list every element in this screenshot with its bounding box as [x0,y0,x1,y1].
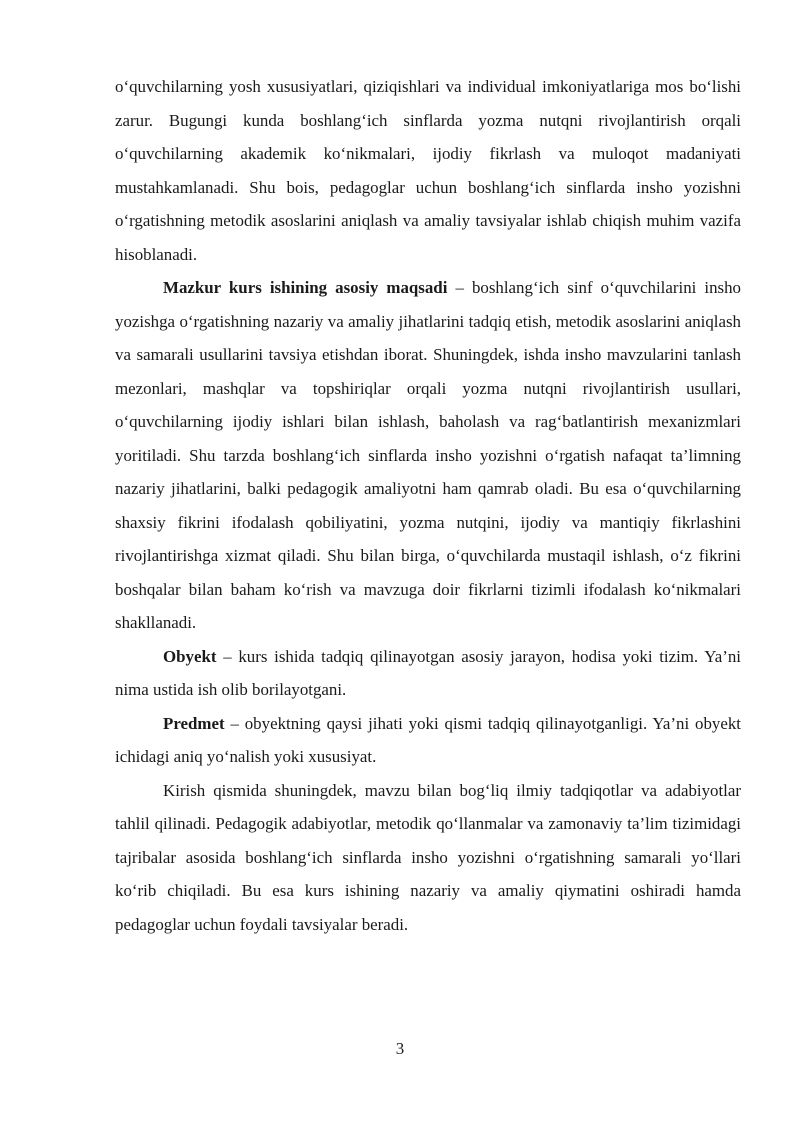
paragraph-lead-bold: Obyekt [163,646,217,666]
paragraph-object [115,640,741,707]
document-body [115,70,741,941]
paragraph-subject [115,707,741,774]
paragraph-text: – boshlang‘ich sinf o‘quvchilarini insho yozishga o‘rgatishning nazariy va amaliy jihatlarini tadqiq etish, metodik asoslarini aniqlash va samarali usullarini tavsiya etishdan iborat. Shuningdek, ishda insho mavzularini tanlash mezonlari, mashqlar va topshiriqlar orqali yozma nutqni rivojlantirish usullari, o‘quvchilarning ijodiy ishlari bilan ishlash, baholash va rag‘batlantirish mexanizmlari yoritiladi. Shu tarzda boshlang‘ich sinflarda insho yozishni o‘rgatish nafaqat ta’limning nazariy jihatlarini, balki pedagogik amaliyotni ham qamrab oladi. Bu esa o‘quvchilarning shaxsiy fikrini ifodalash qobiliyatini, yozma nutqini, ijodiy va mantiqiy fikrlashini rivojlantirishga xizmat qiladi. Shu bilan birga, o‘quvchilarda mustaqil ishlash, o‘z fikrini boshqalar bilan baham ko‘rish va mavzuga doir fikrlarni tizimli ifodalash ko‘nikmalari shakllanadi. [115,278,741,632]
paragraph-text: Kirish qismida shuningdek, mavzu bilan bog‘liq ilmiy tadqiqotlar va adabiyotlar tahlil qilinadi. Pedagogik adabiyotlar, metodik qo‘llanmalar va zamonaviy ta’lim tizimidagi tajribalar asosida boshlang‘ich sinflarda insho yozishni o‘rgatishning samarali yo‘llari ko‘rib chiqiladi. Bu esa kurs ishining nazariy va amaliy qiymatini oshiradi hamda pedagoglar uchun foydali tavsiyalar beradi. [115,780,741,934]
paragraph-lead-bold: Mazkur kurs ishining asosiy maqsadi [163,278,448,297]
paragraph-text: o‘quvchilarning yosh xususiyatlari, qiziqishlari va individual imkoniyatlariga mos bo‘lishi zarur. Bugungi kunda boshlang‘ich sinflarda yozma nutqni rivojlantirish orqali o‘quvchilarning akademik ko‘nikmalari, ijodiy fikrlash va muloqot madaniyati mustahkamlanadi. Shu bois, pedagoglar uchun boshlang‘ich sinflarda insho yozishni o‘rgatishning metodik asoslarini aniqlash va amaliy tavsiyalar ishlab chiqish muhim vazifa hisoblanadi. [115,77,741,264]
paragraph-lead-bold: Predmet [163,713,225,733]
paragraph-introduction-review [115,774,741,942]
page-number: 3 [395,1039,405,1058]
paragraph-text: – obyektning qaysi jihati yoki qismi tadqiq qilinayotganligi. Ya’ni obyekt ichidagi aniq yo‘nalish yoki xususiyat. [115,713,741,766]
paragraph-intro-continuation [115,70,741,271]
paragraph-text: – kurs ishida tadqiq qilinayotgan asosiy jarayon, hodisa yoki tizim. Ya’ni nima ustida ish olib borilayotgani. [115,646,741,699]
paragraph-goal [115,271,741,640]
